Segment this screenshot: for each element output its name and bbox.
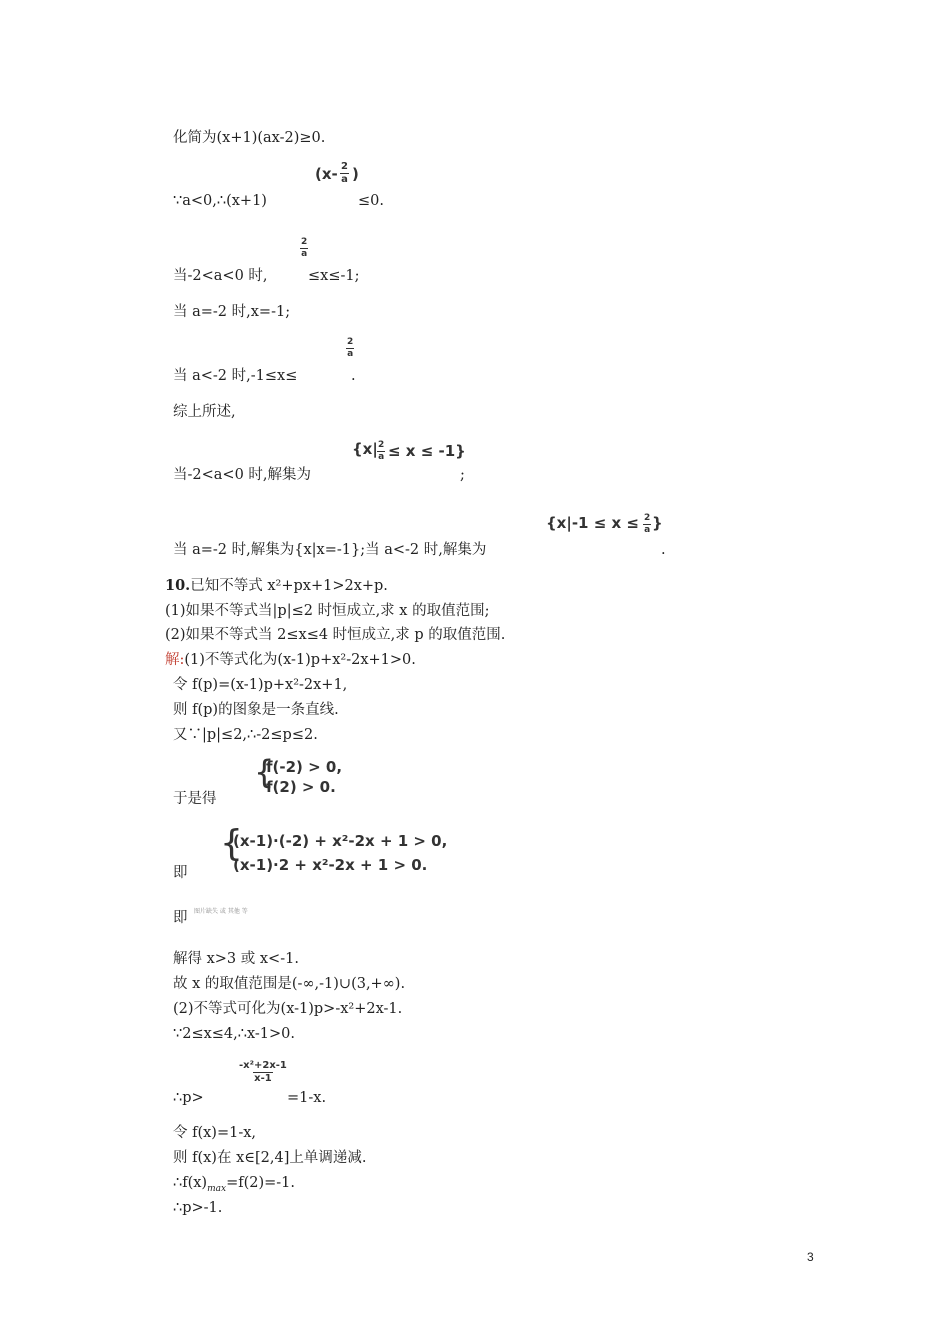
formula-paren-x-minus-frac [315,165,338,183]
broken-image-caption: 图片缺失 或 其他 等 [194,908,248,915]
text-line-simplify: 化简为(x+1)(ax-2)≥0. [173,130,326,146]
text-case-a-between: 当-2<a<0 时, [173,268,268,284]
solution-step-12: ∴p> [173,1090,204,1106]
solution-step-9: 故 x 的取值范围是(-∞,-1)∪(3,+∞). [173,976,406,992]
subscript-max: max [207,1183,227,1194]
fraction-2-over-a [377,441,385,462]
fraction-numerator: 2 [378,440,385,450]
fraction-denominator: a [341,174,348,185]
fraction-numerator: 2 [341,161,348,172]
solution-label: 解: [165,652,185,668]
system-row: (x-1)·(-2) + x²-2x + 1 > 0, [233,832,448,850]
fraction-2-over-a [340,162,349,185]
set-open: {x| [352,440,378,458]
text-period: . [351,368,356,384]
problem-number: 10. [165,577,191,594]
solution-step-4: 又∵|p|≤2,∴-2≤p≤2. [173,727,318,743]
solution-step-8: 解得 x>3 或 x<-1. [173,951,299,967]
text-leq-zero: ≤0. [358,193,384,209]
solution-step-14: 则 f(x)在 x∈[2,4]上单调递减. [173,1150,367,1166]
text-semicolon: ; [460,467,465,483]
text-case-a-eq-neg2: 当 a=-2 时,x=-1; [173,304,291,320]
fraction-2-over-a [300,238,308,259]
page-number: 3 [807,1250,814,1264]
set-close: ≤ x ≤ -1} [388,442,466,460]
solution-step-2: 令 f(p)=(x-1)p+x²-2x+1, [173,677,348,693]
solution-step-11: ∵2≤x≤4,∴x-1>0. [173,1026,296,1042]
paren-open: (x- [315,165,338,183]
max-value: =f(2)=-1. [226,1175,296,1191]
solution-step-13: 令 f(x)=1-x, [173,1125,257,1141]
solution-line-1 [165,651,416,669]
inequality-system-2 [233,829,447,877]
question-1: (1)如果不等式当|p|≤2 时恒成立,求 x 的取值范围; [165,603,490,619]
fraction-numerator: 2 [301,237,308,247]
text-solution-set-case1: 当-2<a<0 时,解集为 [173,467,312,483]
system-row: f(2) > 0. [266,778,336,796]
system-row: (x-1)·2 + x²-2x + 1 > 0. [233,856,428,874]
solution-step-12-result: =1-x. [287,1090,327,1106]
text-case-a-less-neg2: 当 a<-2 时,-1≤x≤ [173,368,298,384]
inequality-system-1 [266,757,342,797]
text-line-since-a-negative: ∵a<0,∴(x+1) [173,193,267,209]
formula-set-2 [546,514,639,532]
problem-10 [165,577,388,595]
formula-set-1 [352,440,378,458]
fraction-denominator: a [301,249,308,259]
max-expression: ∴f(x) [173,1175,208,1191]
solution-step-5: 于是得 [173,791,217,807]
fraction-numerator: 2 [347,337,354,347]
fraction-rational-expression [238,1061,288,1084]
text-summary: 综上所述, [173,404,236,420]
solution-step-10: (2)不等式可化为(x-1)p>-x²+2x-1. [173,1001,403,1017]
solution-step-15 [173,1174,295,1198]
fraction-numerator: -x²+2x-1 [239,1060,287,1071]
solution-step-7: 即 [173,910,188,926]
left-brace: { [220,823,243,864]
question-2: (2)如果不等式当 2≤x≤4 时恒成立,求 p 的取值范围. [165,627,506,643]
fraction-2-over-a [643,514,651,535]
solution-step-1: (1)不等式化为(x-1)p+x²-2x+1>0. [184,652,416,668]
problem-statement: 已知不等式 x²+px+1>2x+p. [190,578,388,594]
left-brace: { [254,753,275,791]
fraction-denominator: x-1 [254,1073,272,1084]
text-x-range: ≤x≤-1; [308,268,360,284]
text-solution-set-case2-3: 当 a=-2 时,解集为{x|x=-1};当 a<-2 时,解集为 [173,542,487,558]
solution-step-16: ∴p>-1. [173,1200,223,1216]
solution-step-3: 则 f(p)的图象是一条直线. [173,702,339,718]
fraction-denominator: a [644,525,651,535]
text-period: . [661,542,666,558]
fraction-2-over-a [346,338,354,359]
solution-step-6: 即 [173,865,188,881]
fraction-numerator: 2 [644,513,651,523]
fraction-denominator: a [347,349,354,359]
system-row: f(-2) > 0, [266,758,343,776]
fraction-denominator: a [378,452,385,462]
set-close: } [652,514,663,532]
paren-close: ) [352,165,359,183]
set-open: {x|-1 ≤ x ≤ [546,514,639,532]
